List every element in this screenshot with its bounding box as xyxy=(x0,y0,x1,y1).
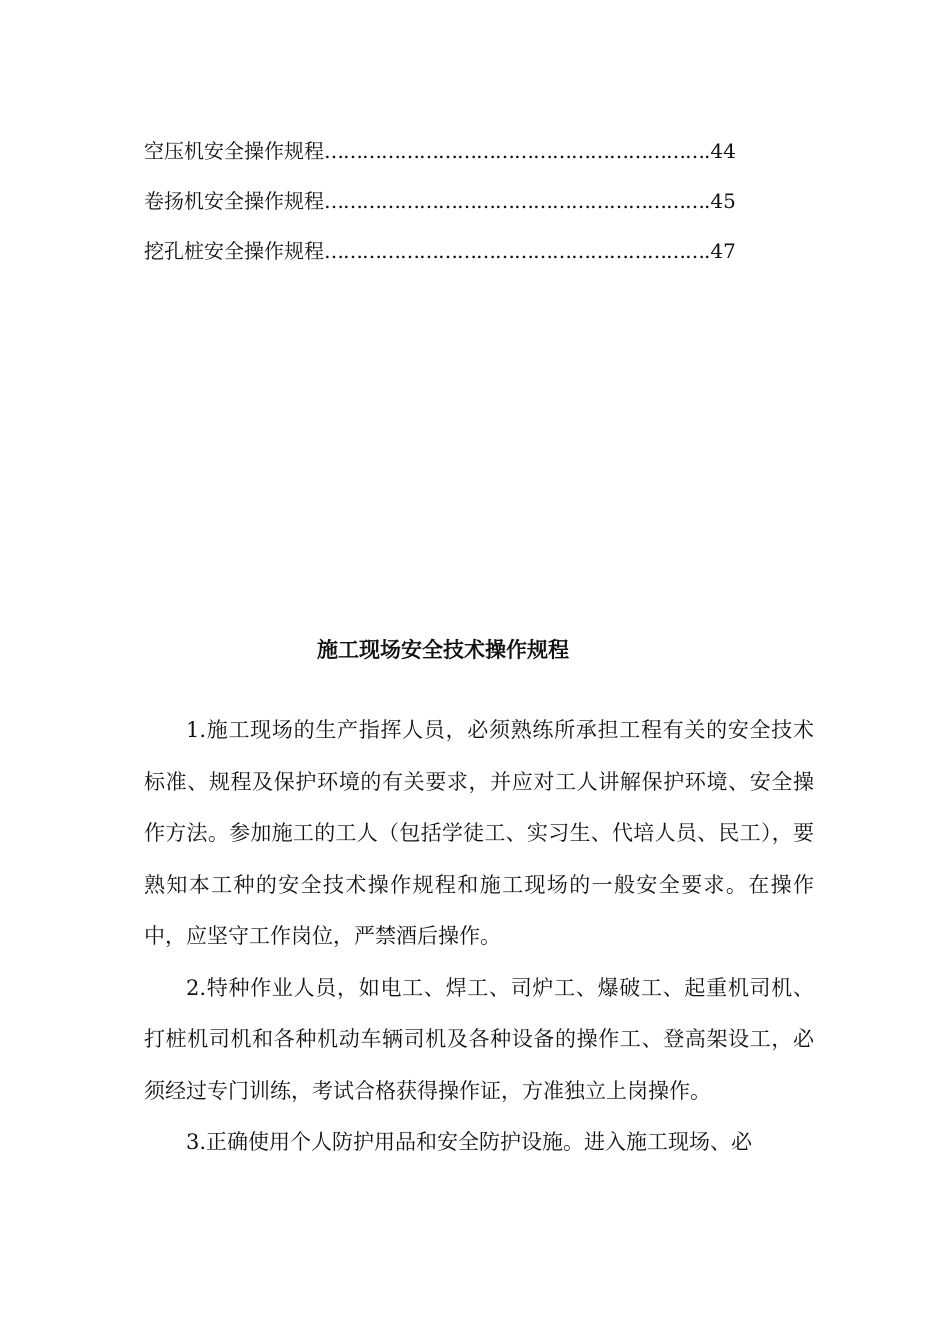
toc-page-number: .47 xyxy=(704,239,736,263)
body-paragraph: 2.特种作业人员，如电工、焊工、司炉工、爆破工、起重机司机、打桩机司机和各种机动车辆司机及各种设备的操作工、登高架设工，必须经过专门训练，考试合格获得操作证，方准独立上岗操作。 xyxy=(144,975,814,1103)
body-paragraph: 3.正确使用个人防护用品和安全防护设施。进入施工现场、必 xyxy=(186,1130,753,1154)
toc-leader-dots: …………………………………………………… xyxy=(324,139,704,163)
toc-leader-dots: …………………………………………………… xyxy=(324,239,704,263)
table-of-contents xyxy=(144,132,784,282)
toc-entry[interactable] xyxy=(144,132,784,182)
toc-page-number: .45 xyxy=(704,189,736,213)
toc-entry-title: 卷扬机安全操作规程 xyxy=(144,189,324,213)
toc-entry[interactable] xyxy=(144,232,784,282)
toc-entry-title: 挖孔桩安全操作规程 xyxy=(144,239,324,263)
body-paragraph: 1.施工现场的生产指挥人员，必须熟练所承担工程有关的安全技术标准、规程及保护环境的有关要求，并应对工人讲解保护环境、安全操作方法。参加施工的工人（包括学徒工、实习生、代培人员、民工），要熟知本工种的安全技术操作规程和施工现场的一般安全要求。在操作中，应坚守工作岗位，严禁酒后操作。 xyxy=(144,718,814,948)
document-body xyxy=(144,705,814,1169)
toc-entry[interactable] xyxy=(144,182,784,232)
document-title: 施工现场安全技术操作规程 xyxy=(317,637,569,662)
toc-page-number: .44 xyxy=(704,139,736,163)
toc-leader-dots: …………………………………………………… xyxy=(324,189,704,213)
toc-entry-title: 空压机安全操作规程 xyxy=(144,139,324,163)
